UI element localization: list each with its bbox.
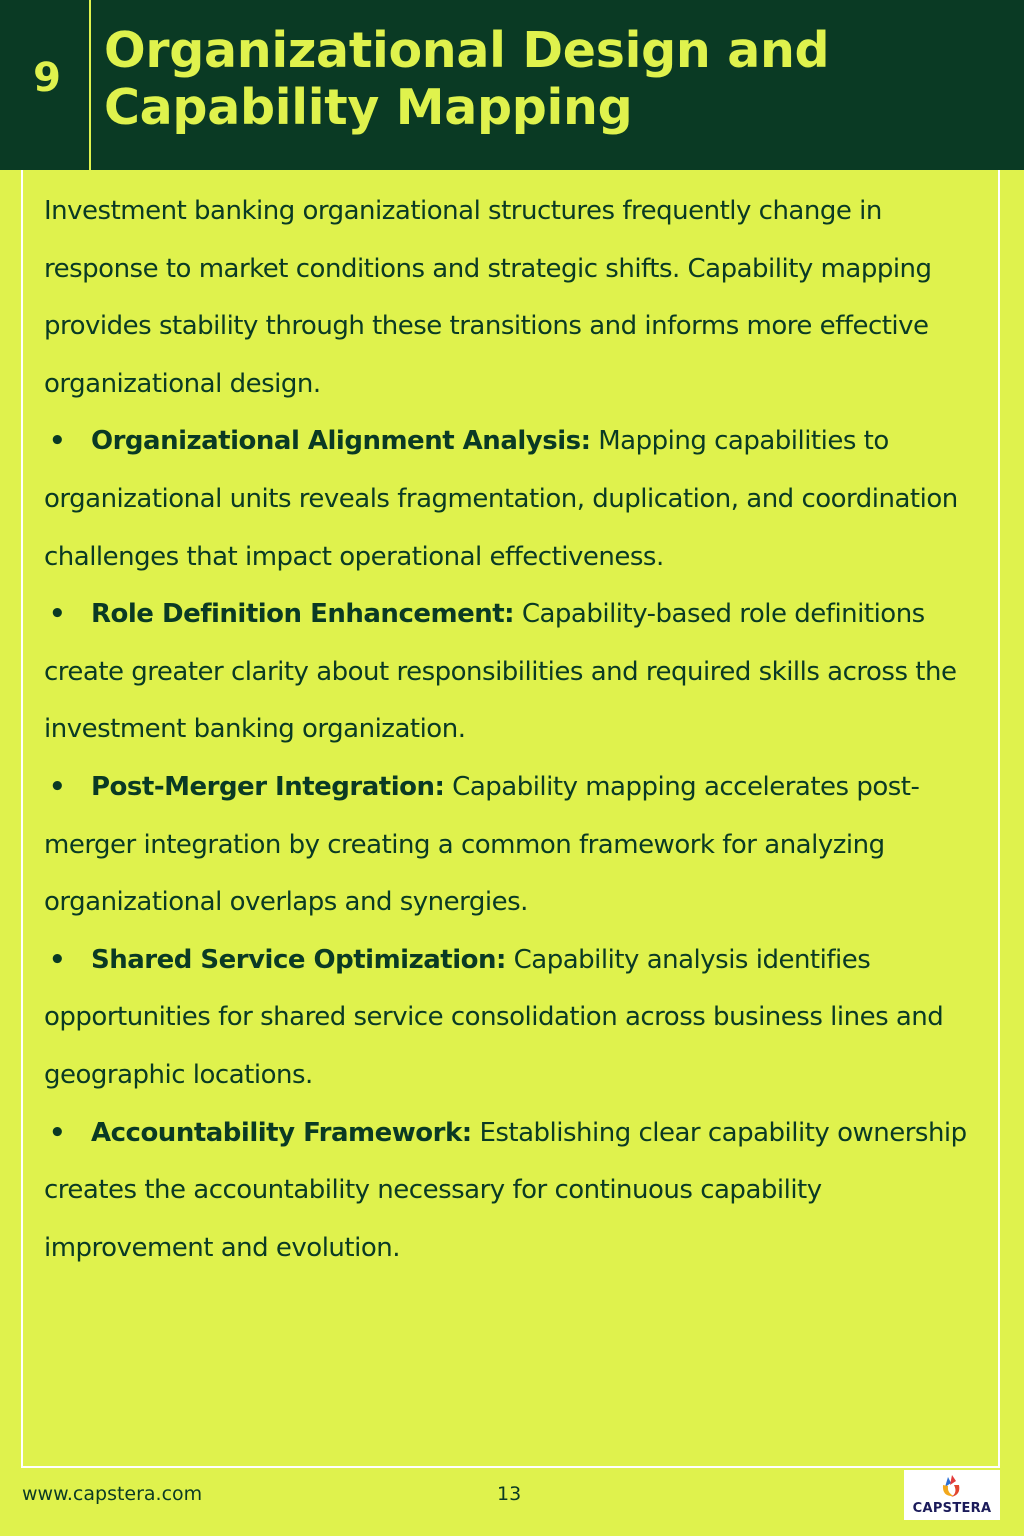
bullet-icon: • [49, 944, 66, 975]
page-title: Organizational Design and Capability Mapping [104, 22, 830, 136]
content-body [44, 183, 984, 1277]
bullet-item [44, 1105, 984, 1278]
bullet-item [44, 932, 984, 1105]
capstera-logo-text: CAPSTERA [912, 1501, 992, 1516]
page-number: 13 [497, 1483, 522, 1505]
bullet-term: Role Definition Enhancement: [91, 599, 515, 630]
bullet-term: Post-Merger Integration: [91, 771, 445, 802]
bullet-term: Accountability Framework: [91, 1117, 472, 1148]
bullet-icon: • [49, 426, 66, 457]
bullet-icon: • [49, 599, 66, 630]
intro-paragraph: Investment banking organizational structures frequently change in response to market conditions and strategic shifts. Capability mapping provides stability through these transitions and informs more effective organizational design. [44, 196, 932, 399]
bullet-text: Capability mapping accelerates post-merger integration by creating a common framework for analyzing organizational overlaps and synergies. [44, 771, 920, 918]
capstera-logo-icon [934, 1473, 968, 1501]
bullet-item [44, 413, 984, 586]
section-number: 9 [33, 55, 61, 101]
footer-website-link[interactable]: www.capstera.com [22, 1483, 203, 1505]
bullet-text: Mapping capabilities to organizational units reveals fragmentation, duplication, and coordination challenges that impact operational effectiveness. [44, 426, 958, 572]
bullet-text: Capability analysis identifies opportunities for shared service consolidation across business lines and geographic locations. [44, 944, 944, 1090]
bullet-text: Capability-based role definitions create greater clarity about responsibilities and required skills across the investment banking organization. [44, 599, 957, 745]
page-header [0, 0, 1024, 170]
bullet-icon: • [49, 771, 66, 802]
bullet-item [44, 586, 984, 759]
header-divider [89, 0, 91, 170]
bullet-term: Organizational Alignment Analysis: [91, 426, 591, 457]
bullet-item [44, 759, 984, 932]
bullet-term: Shared Service Optimization: [91, 944, 506, 975]
capstera-logo [904, 1470, 1000, 1520]
bullet-icon: • [49, 1117, 66, 1148]
bullet-text: Establishing clear capability ownership creates the accountability necessary for continuous capability improvement and evolution. [44, 1117, 967, 1263]
